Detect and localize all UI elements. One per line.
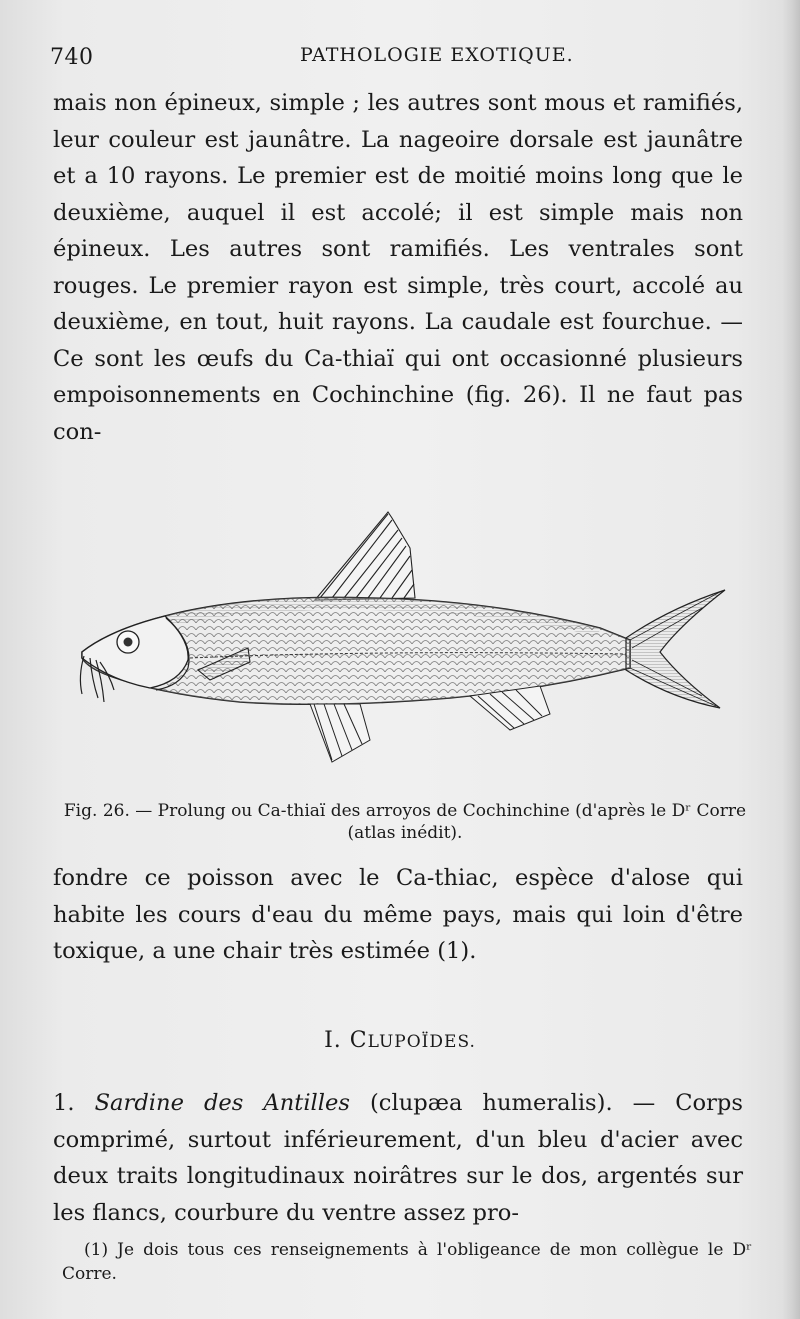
figure-caption: Fig. 26. — Prolung ou Ca-thiaï des arroyos de Cochinchine (d'après le Dʳ Corre (atlas inédit). [63,801,747,843]
page-header [50,40,750,80]
fish-head [82,616,188,688]
body-paragraph-2: fondre ce poisson avec le Ca-thiac, espèce d'alose qui habite les cours d'eau du même pays, mais qui loin d'être toxique, a une chair très estimée (1). [53,865,743,964]
dorsal-fin [315,512,415,600]
section-heading [0,1028,800,1053]
paragraph-3-text: (clupæa humeralis). — Corps comprimé, surtout inférieurement, d'un bleu d'acier avec deux traits longitudinaux noirâtres sur le dos, argentés sur les flancs, courbure du ventre assez pro- [53,1090,743,1226]
section-heading-rest: LUPOÏDES. [367,1032,476,1052]
section-heading-numeral: I. [324,1028,350,1053]
section-heading-initial: C [349,1028,368,1053]
fish-engraving [70,490,740,780]
paragraph-3-number: 1. [53,1090,95,1116]
footnote: (1) Je dois tous ces renseignements à l'obligeance de mon collègue le Dʳ Corre. [62,1240,752,1284]
species-name-italic: Sardine des Antilles [94,1090,350,1116]
body-paragraph-1: mais non épineux, simple ; les autres sont mous et ramifiés, leur couleur est jaunâtre. La nageoire dorsale est jaunâtre et a 10 rayons. Le premier est de moitié moins long que le deuxième, auquel il est accolé; il est simple mais non épineux. Les autres sont ramifiés. Les ventrales sont rouges. Le premier rayon est simple, très court, accolé au deuxième, en tout, huit rayons. La caudale est fourchue. — Ce sont les œufs du Ca-thiaï qui ont occasionné plusieurs empoisonnements en Cochinchine (fig. 26). Il ne faut pas con- [53,90,743,445]
running-head: PATHOLOGIE EXOTIQUE. [300,44,574,66]
ventral-fin [310,704,370,762]
page-edge-shadow [782,0,800,1319]
caudal-fin [626,590,725,708]
body-paragraph-3 [53,1085,743,1231]
page-number: 740 [50,45,94,70]
fish-illustration [70,490,740,780]
